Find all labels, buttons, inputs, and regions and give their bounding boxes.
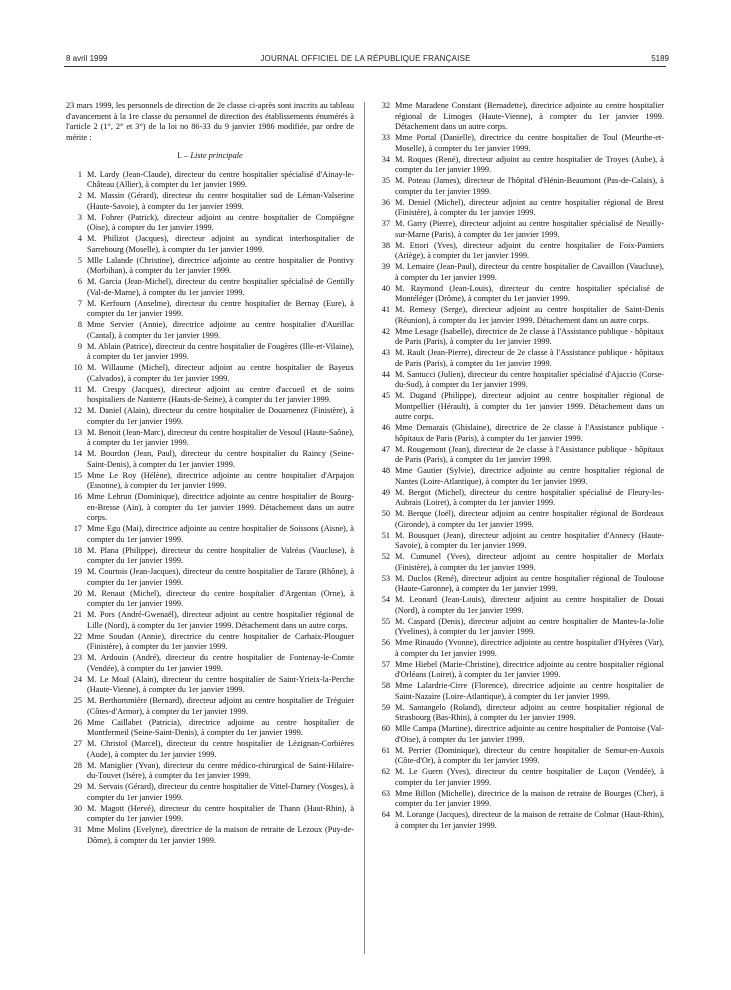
list-item-number: 55 — [381, 616, 390, 626]
list-item-number: 5 — [77, 255, 82, 265]
list-item — [66, 191, 354, 212]
list-item — [66, 718, 354, 739]
list-item — [66, 363, 354, 384]
list-item-number: 44 — [381, 369, 390, 379]
list-item-text: Mme Maradene Constant (Bernadette), directrice adjointe au centre hospitalier régional de Limoges (Haute-Vienne), à compter du 1er janvier 1999. Détachement dans un autre corps. — [395, 101, 664, 131]
list-item-text: Mme Lalardrie-Cirre (Florence), directrice adjointe au centre hospitalier de Saint-Nazaire (Loire-Atlantique), à compter du 1er janvier 1999. — [395, 681, 664, 701]
list-item-text: Mme Egu (Mai), directrice adjointe au centre hospitalier de Soissons (Aisne), à compter du 1er janvier 1999. — [87, 524, 354, 544]
list-item-number: 29 — [73, 782, 82, 791]
list-item — [374, 724, 664, 745]
list-item-number: 28 — [73, 760, 82, 770]
list-item-number: 46 — [381, 423, 390, 432]
list-item-text: Mme Le Roy (Hélène), directrice adjointe au centre hospitalier d'Arpajon (Essonne), à compter du 1er janvier 1999. — [87, 470, 354, 490]
list-item — [66, 610, 354, 631]
list-item-number: 64 — [381, 810, 390, 819]
list-item-text: M. Le Moal (Alain), directeur du centre hospitalier de Saint-Yrieix-la-Perche (Haute-Vienne), à compter du 1er janvier 1999. — [87, 674, 354, 694]
list-item-text: M. Roques (René), directeur adjoint au centre hospitalier de Troyes (Aube), à compter du 1er janvier 1999. — [395, 154, 664, 174]
list-item-text: Mme Portal (Danielle), directrice du centre hospitalier de Toul (Meurthe-et-Moselle), à compter du 1er janvier 1999. — [395, 133, 664, 153]
list-item-text: M. Willaume (Michel), directeur adjoint au centre hospitalier de Bayeux (Calvados), à compter du 1er janvier 1999. — [87, 363, 354, 383]
list-item — [374, 466, 664, 487]
list-item-text: M. Ardouin (André), directeur du centre hospitalier de Fontenay-le-Comte (Vendée), à compter du 1er janvier 1999. — [87, 653, 354, 673]
list-item-text: M. Courtois (Jean-Jacques), directeur du centre hospitalier de Tarare (Rhône), à compter du 1er janvier 1999. — [87, 567, 354, 587]
list-item-number: 17 — [73, 524, 82, 533]
list-item-text: M. Rault (Jean-Pierre), directeur de 2e classe à l'Assistance publique - hôpitaux de Paris (Paris), à compter du 1er janvier 1999. — [395, 348, 664, 368]
list-item-text: Mme Billon (Michelle), directrice de la maison de retraite de Bourges (Cher), à compter du 1er janvier 1999. — [395, 788, 664, 808]
list-item-text: M. Lorange (Jacques), directeur de la maison de retraite de Colmar (Haut-Rhin), à compter du 1er janvier 1999. — [395, 810, 664, 830]
list-item-text: M. Ablain (Patrice), directeur du centre hospitalier de Fougères (Ille-et-Vilaine), à compter du 1er janvier 1999. — [87, 341, 354, 361]
list-item-text: M. Plana (Philippe), directeur du centre hospitalier de Valréas (Vaucluse), à compter du 1er janvier 1999. — [87, 545, 354, 565]
list-item-number: 42 — [381, 326, 390, 336]
header-title: JOURNAL OFFICIEL DE LA RÉPUBLIQUE FRANÇAISE — [260, 54, 471, 63]
list-item — [374, 660, 664, 681]
list-item-text: Mme Soudan (Annie), directrice du centre hospitalier de Carhaix-Plouguer (Finistère), à compter du 1er janvier 1999. — [87, 631, 354, 651]
list-item — [66, 761, 354, 782]
list-item-number: 48 — [381, 466, 390, 475]
list-item — [374, 198, 664, 219]
list-item — [374, 423, 664, 444]
list-item-text: M. Cumunel (Yves), directeur adjoint au centre hospitalier de Morlaix (Finistère), à compter du 1er janvier 1999. — [395, 552, 664, 572]
list-item-text: Mme Lehrun (Dominique), directrice adjointe au centre hospitalier de Bourg-en-Bresse (Ain), à compter du 1er janvier 1999. Détachement dans un autre corps. — [87, 492, 354, 522]
list-item-text: M. Magott (Hervé), directeur du centre hospitalier de Thann (Haut-Rhin), à compter du 1er janvier 1999. — [87, 803, 354, 823]
list-item — [66, 524, 354, 545]
intro-paragraph: 23 mars 1999, les personnels de direction de 2e classe ci-après sont inscrits au tableau d'avancement à la 1re classe du personnel de direction des établissements énumérés à l'article 2 (1°, 2° et 3°) de la loi no 86-33 du 9 janvier 1986 modifiée, par ordre de mérite : — [66, 101, 354, 142]
list-item-number: 33 — [381, 133, 390, 142]
list-item — [374, 262, 664, 283]
list-item — [374, 445, 664, 466]
list-item-text: Mme Servier (Annie), directrice adjointe au centre hospitalier d'Aurillac (Cantal), à compter du 1er janvier 1999. — [87, 320, 354, 340]
list-item-number: 34 — [381, 154, 390, 164]
list-item — [66, 449, 354, 470]
list-item — [374, 391, 664, 423]
list-item — [374, 101, 664, 133]
list-item-number: 24 — [73, 674, 82, 684]
header-rule — [64, 66, 666, 67]
list-item-text: M. Crespy (Jacques), directeur adjoint au centre d'accueil et de soins hospitaliers de Nanterre (Hauts-de-Seine), à compter du 1er janvier 1999. — [87, 384, 354, 404]
list-item-text: M. Berque (Joël), directeur adjoint au centre hospitalier régional de Bordeaux (Gironde), à compter du 1er janvier 1999. — [395, 509, 664, 529]
list-item — [374, 219, 664, 240]
list-item-text: M. Deniel (Michel), directeur adjoint au centre hospitalier régional de Brest (Finistère), à compter du 1er janvier 1999. — [395, 197, 664, 217]
list-item-number: 27 — [73, 739, 82, 748]
list-item-text: M. Christol (Marcel), directeur du centre hospitalier de Lézignan-Corbières (Aude), à compter du 1er janvier 1999. — [87, 739, 354, 759]
list-item-text: Mlle Lalande (Christine), directrice adjointe au centre hospitalier de Pontivy (Morbihan), à compter du 1er janvier 1999. — [87, 255, 354, 275]
list-item-number: 36 — [381, 197, 390, 207]
section-prefix: I. – — [177, 151, 191, 160]
list-item — [374, 810, 664, 831]
list-item-number: 32 — [381, 101, 390, 110]
section-heading — [66, 151, 354, 162]
list-item-text: M. Santangelo (Roland), directeur adjoint au centre hospitalier régional de Strasbourg (Bas-Rhin), à compter du 1er janvier 1999. — [395, 702, 664, 722]
list-item — [66, 213, 354, 234]
list-item-text: M. Renaut (Michel), directeur du centre hospitalier d'Argentan (Orne), à compter du 1er janvier 1999. — [87, 588, 354, 608]
section-title: Liste principale — [190, 151, 243, 160]
list-item-text: M. Kerfourn (Anselme), directeur du centre hospitalier de Bernay (Eure), à compter du 1er janvier 1999. — [87, 298, 354, 318]
list-item-number: 8 — [77, 320, 82, 329]
list-item — [374, 370, 664, 391]
list-item — [66, 739, 354, 760]
list-item — [374, 638, 664, 659]
list-item-number: 41 — [381, 305, 390, 314]
list-item-number: 18 — [73, 545, 82, 555]
list-item — [66, 804, 354, 825]
header-page-number: 5189 — [651, 54, 669, 63]
list-item-number: 47 — [381, 444, 390, 454]
list-item — [374, 789, 664, 810]
list-item — [66, 825, 354, 846]
list-item — [374, 305, 664, 326]
list-item-number: 59 — [381, 702, 390, 712]
list-item-text: M. Raymond (Jean-Louis), directeur du centre hospitalier spécialisé de Montéléger (Drôme), à compter du 1er janvier 1999. — [395, 283, 664, 303]
list-item-text: M. Perrier (Dominique), directeur du centre hospitalier de Semur-en-Auxois (Côte-d'Or), à compter du 1er janvier 1999. — [395, 745, 664, 765]
list-item — [66, 428, 354, 449]
list-item-number: 10 — [73, 363, 82, 372]
list-item — [374, 327, 664, 348]
list-item — [66, 170, 354, 191]
list-item-number: 49 — [381, 487, 390, 497]
list-item-number: 45 — [381, 391, 390, 400]
list-item-number: 37 — [381, 219, 390, 228]
list-item — [66, 385, 354, 406]
list-item-number: 25 — [73, 696, 82, 705]
list-item-number: 26 — [73, 717, 82, 727]
list-item-number: 2 — [77, 191, 82, 200]
list-item-text: M. Bourdon (Jean, Paul), directeur du centre hospitalier du Raincy (Seine-Saint-Denis), à compter du 1er janvier 1999. — [87, 449, 354, 469]
list-item-number: 14 — [73, 449, 82, 458]
list-item — [374, 348, 664, 369]
list-item-number: 12 — [73, 406, 82, 415]
nominee-list-left — [66, 170, 354, 847]
list-item — [374, 746, 664, 767]
list-item-number: 22 — [73, 631, 82, 641]
list-item — [374, 681, 664, 702]
list-item — [374, 241, 664, 262]
list-item — [374, 552, 664, 573]
list-item-text: Mme Caillabet (Patricia), directrice adjointe au centre hospitalier de Montfermeil (Seine-Saint-Denis), à compter du 1er janvier 1999. — [87, 717, 354, 737]
list-item-number: 20 — [73, 588, 82, 598]
list-item-number: 15 — [73, 470, 82, 480]
list-item-number: 53 — [381, 573, 390, 583]
list-item-number: 63 — [381, 788, 390, 798]
list-item — [374, 767, 664, 788]
list-item — [66, 546, 354, 567]
list-item — [66, 653, 354, 674]
list-item-number: 11 — [74, 384, 82, 394]
list-item — [66, 256, 354, 277]
list-item — [66, 696, 354, 717]
list-item-text: M. Bergot (Michel), directeur du centre hospitalier spécialisé de Fleury-les-Aubrais (Loiret), à compter du 1er janvier 1999. — [395, 487, 664, 507]
list-item-number: 62 — [381, 767, 390, 776]
list-item-number: 39 — [381, 262, 390, 271]
list-item — [66, 632, 354, 653]
list-item — [374, 284, 664, 305]
list-item-text: M. Berthommière (Bernard), directeur adjoint au centre hospitalier de Tréguier (Côtes-d'Armor), à compter du 1er janvier 1999. — [87, 696, 354, 716]
list-item-text: M. Caspard (Denis), directeur adjoint au centre hospitalier de Mantes-la-Jolie (Yvelines), à compter du 1er janvier 1999. — [395, 616, 664, 636]
nominee-list-right — [374, 101, 664, 831]
list-item-text: Mme Rinaudo (Yvonne), directrice adjointe au centre hospitalier d'Hyères (Var), à compter du 1er janvier 1999. — [395, 638, 664, 658]
right-column — [374, 101, 664, 832]
list-item — [374, 509, 664, 530]
list-item-text: M. Santucci (Julien), directeur du centre hospitalier spécialisé d'Ajaccio (Corse-du-Sud), à compter du 1er janvier 1999. — [395, 369, 664, 389]
list-item-text: M. Rougemont (Jean), directeur de 2e classe à l'Assistance publique - hôpitaux de Paris (Paris), à compter du 1er janvier 1999. — [395, 444, 664, 464]
list-item-number: 19 — [73, 567, 82, 576]
list-item-number: 50 — [381, 509, 390, 518]
list-item-number: 56 — [381, 638, 390, 647]
list-item-text: M. Poteau (James), directeur de l'hôpital d'Hénin-Beaumont (Pas-de-Calais), à compter du 1er janvier 1999. — [395, 176, 664, 196]
list-item — [66, 342, 354, 363]
list-item-number: 1 — [77, 169, 82, 179]
list-item-number: 9 — [77, 341, 82, 351]
list-item-text: M. Massin (Gérard), directeur du centre hospitalier sud de Léman-Valserine (Haute-Savoie), à compter du 1er janvier 1999. — [87, 191, 354, 211]
list-item-number: 3 — [77, 212, 82, 222]
list-item-number: 31 — [73, 825, 82, 834]
list-item-number: 40 — [381, 283, 390, 293]
list-item-text: M. Duclos (René), directeur adjoint au centre hospitalier régional de Toulouse (Haute-Garonne), à compter du 1er janvier 1999. — [395, 573, 664, 593]
list-item-text: Mme Gautier (Sylvie), directrice adjointe au centre hospitalier régional de Nantes (Loire-Atlantique), à compter du 1er janvier 1999. — [395, 466, 664, 486]
left-column — [66, 101, 354, 847]
list-item-text: M. Le Guern (Yves), directeur du centre hospitalier de Luçon (Vendée), à compter du 1er janvier 1999. — [395, 767, 664, 787]
list-item-text: M. Lemaire (Jean-Paul), directeur du centre hospitalier de Cavaillon (Vaucluse), à compter du 1er janvier 1999. — [395, 262, 664, 282]
list-item-text: M. Bousquet (Jean), directeur adjoint au centre hospitalier d'Annecy (Haute-Savoie), à compter du 1er janvier 1999. — [395, 530, 664, 550]
list-item — [66, 492, 354, 524]
list-item-number: 57 — [381, 659, 390, 669]
list-item — [374, 133, 664, 154]
list-item-number: 43 — [381, 348, 390, 357]
list-item-text: Mme Demarais (Ghislaine), directrice de 2e classe à l'Assistance publique - hôpitaux de Paris (Paris), à compter du 1er janvier 1999. — [395, 423, 664, 443]
list-item-text: M. Garry (Pierre), directeur adjoint au centre hospitalier spécialisé de Neuilly-sur-Marne (Paris), à compter du 1er janvier 1999. — [395, 219, 664, 239]
list-item-number: 51 — [381, 530, 390, 540]
list-item — [66, 406, 354, 427]
list-item-text: Mme Molins (Evelyne), directrice de la maison de retraite de Lezoux (Puy-de-Dôme), à compter du 1er janvier 1999. — [87, 825, 354, 845]
list-item-text: M. Daniel (Alain), directeur du centre hospitalier de Douarnenez (Finistère), à compter du 1er janvier 1999. — [87, 406, 354, 426]
list-item — [374, 155, 664, 176]
list-item-text: M. Fohrer (Patrick), directeur adjoint au centre hospitalier de Compiègne (Oise), à compter du 1er janvier 1999. — [87, 212, 354, 232]
list-item-number: 54 — [381, 595, 390, 604]
list-item — [374, 531, 664, 552]
list-item-text: M. Lardy (Jean-Claude), directeur du centre hospitalier spécialisé d'Ainay-le-Château (Allier), à compter du 1er janvier 1999. — [87, 169, 354, 189]
list-item-text: M. Ettori (Yves), directeur adjoint du centre hospitalier de Foix-Pamiers (Ariège), à compter du 1er janvier 1999. — [395, 240, 664, 260]
list-item — [66, 299, 354, 320]
list-item-text: M. Maniglier (Yvan), directeur du centre médico-chirurgical de Saint-Hilaire-du-Touvet (Isère), à compter du 1er janvier 1999. — [87, 760, 354, 780]
list-item-number: 38 — [381, 240, 390, 250]
list-item-number: 7 — [77, 298, 82, 308]
list-item — [374, 617, 664, 638]
list-item-number: 13 — [73, 427, 82, 437]
list-item — [66, 589, 354, 610]
list-item-number: 52 — [381, 552, 390, 561]
header-date: 8 avril 1999 — [66, 54, 108, 63]
list-item-number: 16 — [73, 492, 82, 501]
list-item — [374, 595, 664, 616]
list-item-number: 6 — [77, 277, 82, 286]
column-separator — [364, 102, 365, 954]
list-item-number: 58 — [381, 681, 390, 690]
list-item — [374, 703, 664, 724]
list-item — [66, 471, 354, 492]
list-item-number: 35 — [381, 176, 390, 185]
list-item-number: 30 — [73, 803, 82, 813]
list-item-text: M. Benoit (Jean-Marc), directeur du centre hospitalier de Vesoul (Haute-Saône), à compter du 1er janvier 1999. — [87, 427, 354, 447]
list-item-text: M. Leonard (Jean-Louis), directeur adjoint au centre hospitalier de Douai (Nord), à compter du 1er janvier 1999. — [395, 595, 664, 615]
list-item-text: M. Servais (Gérard), directeur du centre hospitalier de Vittel-Darney (Vosges), à compter du 1er janvier 1999. — [87, 782, 354, 802]
list-item-text: M. Philizot (Jacques), directeur adjoint au syndicat interhospitalier de Sarrebourg (Moselle), à compter du 1er janvier 1999. — [87, 234, 354, 254]
list-item-text: Mme Lesage (Isabelle), directrice de 2e classe à l'Assistance publique - hôpitaux de Paris (Paris), à compter du 1er janvier 1999. — [395, 326, 664, 346]
list-item — [66, 675, 354, 696]
list-item — [66, 234, 354, 255]
list-item — [66, 567, 354, 588]
list-item-number: 21 — [73, 610, 82, 619]
list-item-number: 23 — [73, 653, 82, 662]
list-item-text: Mlle Campa (Martine), directrice adjointe au centre hospitalier de Pontoise (Val-d'Oise), à compter du 1er janvier 1999. — [395, 724, 664, 744]
list-item-text: M. Dugand (Philippe), directeur adjoint au centre hospitalier régional de Montpellier (Hérault), à compter du 1er janvier 1999. Détachement dans un autre corps. — [395, 391, 664, 421]
list-item-number: 60 — [381, 724, 390, 733]
list-item — [374, 176, 664, 197]
list-item — [66, 782, 354, 803]
list-item-number: 61 — [381, 745, 390, 755]
list-item-text: Mme Hiebel (Marie-Christine), directrice adjointe au centre hospitalier régional d'Orléans (Loiret), à compter du 1er janvier 1999. — [395, 659, 664, 679]
list-item-number: 4 — [77, 234, 82, 243]
list-item — [66, 277, 354, 298]
list-item — [374, 488, 664, 509]
list-item-text: M. Pors (André-Gwenaël), directeur adjoint au centre hospitalier régional de Lille (Nord), à compter du 1er janvier 1999. Détachement dans un autre corps. — [87, 610, 354, 630]
list-item-text: M. Remesy (Serge), directeur adjoint au centre hospitalier de Saint-Denis (Réunion), à compter du 1er janvier 1999. Détachement dans un autre corps. — [395, 305, 664, 325]
list-item-text: M. Garcia (Jean-Michel), directeur du centre hospitalier spécialisé de Gentilly (Val-de-Marne), à compter du 1er janvier 1999. — [87, 277, 354, 297]
list-item — [66, 320, 354, 341]
list-item — [374, 574, 664, 595]
